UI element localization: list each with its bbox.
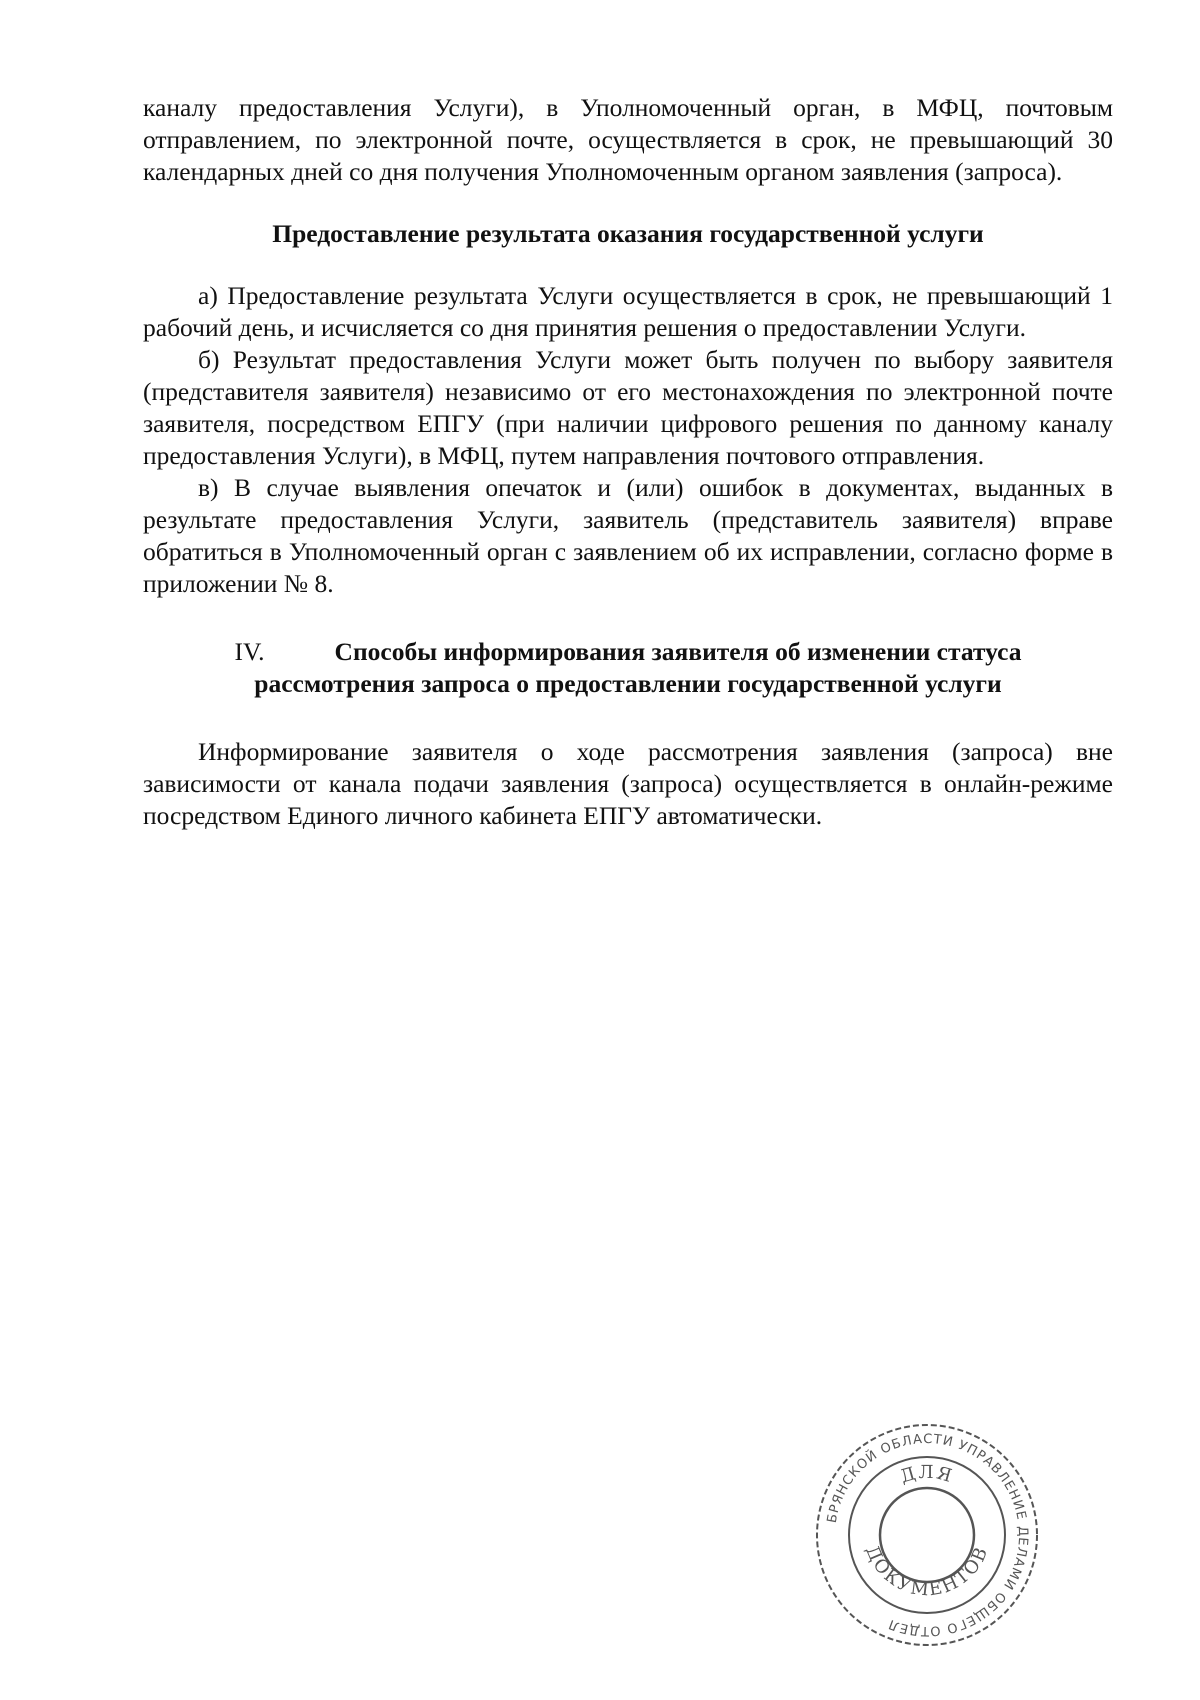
section-iv-heading [143, 636, 1113, 700]
svg-text:ДОКУМЕНТОВ [861, 1543, 993, 1601]
section-iv-heading-block [235, 636, 1022, 700]
intro-paragraph: каналу предоставления Услуги), в Уполномоченный орган, в МФЦ, почтовым отправлением, по электронной почте, осуществляется в срок, не превышающий 30 календарных дней со дня получения Уполномоченным органом заявления (запроса). [143, 93, 1113, 186]
section-iv-title-line1: Способы информирования заявителя об изменении статуса [334, 637, 1022, 666]
result-item-a: а) Предоставление результата Услуги осуществляется в срок, не превышающий 1 рабочий день, и исчисляется со дня принятия решения о предоставлении Услуги. [143, 281, 1113, 342]
section-iv-paragraph: Информирование заявителя о ходе рассмотрения заявления (запроса) вне зависимости от канала подачи заявления (запроса) осуществляется в онлайн-режиме посредством Единого личного кабинета ЕПГУ автоматически. [143, 737, 1113, 830]
official-stamp [812, 1420, 1042, 1650]
section-iv-number: IV. [234, 637, 265, 666]
result-item-b: б) Результат предоставления Услуги может быть получен по выбору заявителя (представителя заявителя) независимо от его местонахождения по электронной почте заявителя, посредством ЕПГУ (при наличии цифрового решения по данному каналу предоставления Услуги), в МФЦ, путем направления почтового отправления. [143, 345, 1113, 470]
document-page [143, 92, 1113, 832]
svg-text:ДЛЯ [898, 1462, 956, 1487]
stamp-outer-text: БРЯНСКОЙ ОБЛАСТИ УПРАВЛЕНИЕ ДЕЛАМИ ОБЩЕГО ОТДЕЛ [824, 1431, 1031, 1639]
result-heading: Предоставление результата оказания государственной услуги [272, 219, 984, 248]
result-item-c: в) В случае выявления опечаток и (или) ошибок в документах, выданных в результате предоставления Услуги, заявитель (представитель заявителя) вправе обратиться в Уполномоченный орган с заявлением об их исправлении, согласно форме в приложении № 8. [143, 473, 1113, 598]
stamp-center-bottom: ДОКУМЕНТОВ [861, 1542, 993, 1601]
stamp-center-top: ДЛЯ [898, 1461, 956, 1488]
section-iv-title-line2: рассмотрения запроса о предоставлении государственной услуги [254, 669, 1002, 698]
section-iv-line1 [235, 636, 1022, 668]
